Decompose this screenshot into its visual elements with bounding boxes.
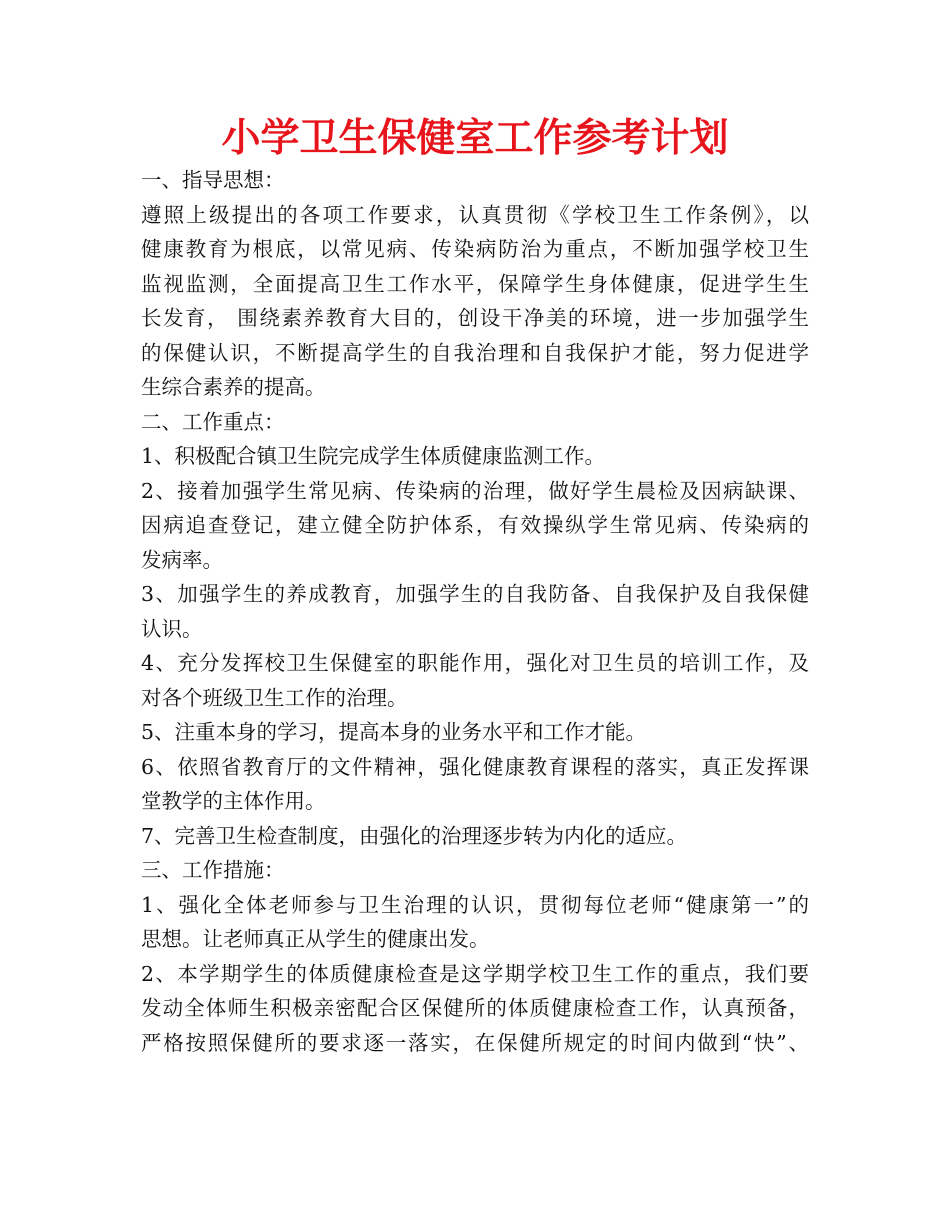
text-line: 6、依照省教育厅的文件精神，强化健康教育课程的落实，真正发挥课 xyxy=(141,754,809,779)
text-line: 监视监测，全面提高卫生工作水平，保障学生身体健康，促进学生生 xyxy=(141,271,809,296)
text-line: 4、充分发挥校卫生保健室的职能作用，强化对卫生员的培训工作，及 xyxy=(141,651,809,675)
text-line: 思想。让老师真正从学生的健康出发。 xyxy=(141,927,490,951)
text-line: 的保健认识，不断提高学生的自我治理和自我保护才能，努力促进学 xyxy=(141,340,809,365)
text-line: 3、加强学生的养成教育，加强学生的自我防备、自我保护及自我保健 xyxy=(141,582,809,606)
text-line: 一、指导思想： xyxy=(141,168,285,192)
text-line: 1、强化全体老师参与卫生治理的认识，贯彻每位老师“健康第一”的 xyxy=(141,892,809,917)
text-line: 发病率。 xyxy=(141,547,223,572)
text-line: 7、完善卫生检查制度，由强化的治理逐步转为内化的适应。 xyxy=(141,823,688,848)
text-line: 遵照上级提出的各项工作要求，认真贯彻《学校卫生工作条例》，以 xyxy=(141,202,809,227)
text-line: 严格按照保健所的要求逐一落实，在保健所规定的时间内做到“快”、 xyxy=(141,1030,809,1055)
text-line: 生综合素养的提高。 xyxy=(141,375,326,399)
text-line: 认识。 xyxy=(141,616,203,641)
document-title: 小学卫生保健室工作参考计划 xyxy=(221,116,729,161)
text-line: 长发育， 围绕素养教育大目的，创设干净美的环境，进一步加强学生 xyxy=(141,306,809,330)
text-line: 堂教学的主体作用。 xyxy=(141,789,326,813)
document-body xyxy=(141,163,821,1060)
text-line: 5、注重本身的学习，提高本身的业务水平和工作才能。 xyxy=(141,720,647,744)
text-line: 三、工作措施： xyxy=(141,858,285,882)
text-line: 健康教育为根底，以常见病、传染病防治为重点，不断加强学校卫生 xyxy=(141,237,809,261)
text-line: 对各个班级卫生工作的治理。 xyxy=(141,685,408,710)
text-line: 发动全体师生积极亲密配合区保健所的体质健康检查工作，认真预备， xyxy=(141,996,809,1020)
text-line: 2、接着加强学生常见病、传染病的治理，做好学生晨检及因病缺课、 xyxy=(141,478,809,503)
text-line: 二、工作重点： xyxy=(141,409,285,434)
text-line: 2、本学期学生的体质健康检查是这学期学校卫生工作的重点，我们要 xyxy=(141,961,809,986)
text-line: 1、积极配合镇卫生院完成学生体质健康监测工作。 xyxy=(141,444,606,468)
text-line: 因病追查登记，建立健全防护体系，有效操纵学生常见病、传染病的 xyxy=(141,513,809,537)
